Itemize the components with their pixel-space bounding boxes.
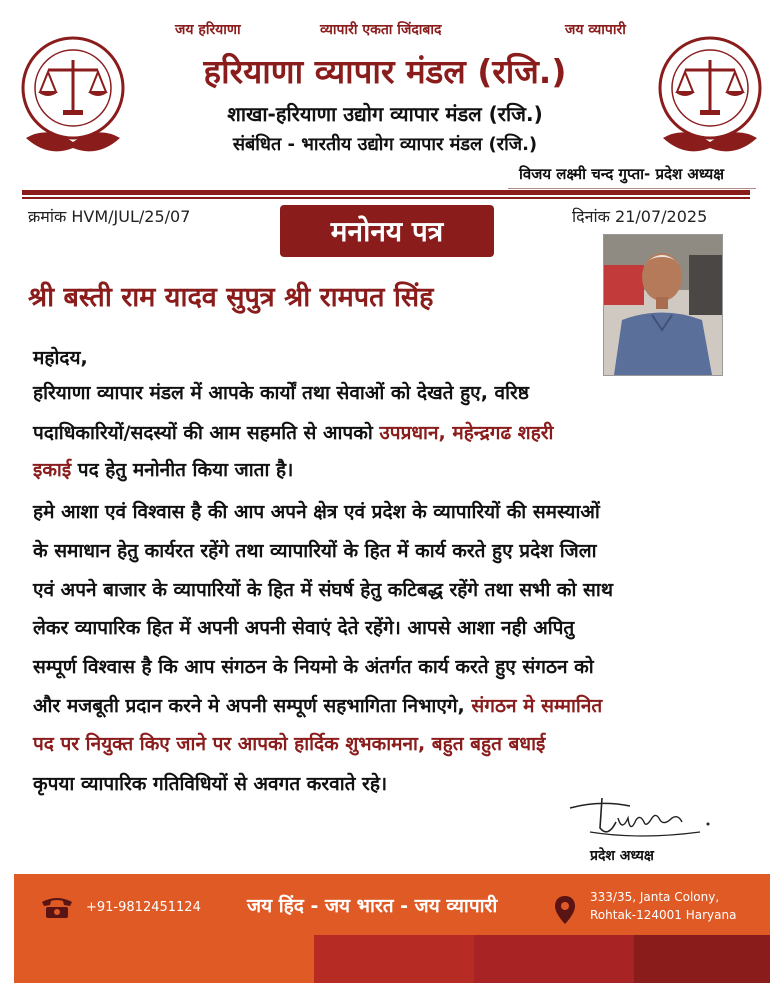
organization-title: हरियाणा व्यापार मंडल (रजि.) bbox=[203, 52, 567, 91]
scales-of-justice-icon bbox=[655, 30, 765, 160]
footer-stripe bbox=[314, 935, 474, 983]
letter-text: और मजबूती प्रदान करने मे अपनी सम्पूर्ण सहभागिता निभाएगे, bbox=[33, 695, 472, 717]
header-tag-right: जय व्यापारी bbox=[565, 22, 626, 38]
letter-line bbox=[33, 692, 602, 718]
letter-line: हरियाणा व्यापार मंडल में आपके कार्यों तथा सेवाओं को देखते हुए, वरिष्ठ bbox=[33, 382, 529, 404]
signature-image bbox=[560, 788, 720, 848]
document-type-badge: मनोनय पत्र bbox=[280, 205, 494, 257]
header-divider bbox=[22, 190, 750, 195]
congratulation-highlight: संगठन मे सम्मानित bbox=[471, 695, 603, 717]
president-name: विजय लक्ष्मी चन्द गुप्ता- प्रदेश अध्यक्ष bbox=[519, 165, 724, 183]
affiliation-line: संबंधित - भारतीय उद्योग व्यापार मंडल (रजि.) bbox=[232, 134, 538, 155]
letter-line: हमे आशा एवं विश्वास है की आप अपने क्षेत्र एवं प्रदेश के व्यापारियों की समस्याओं bbox=[33, 501, 600, 523]
designation-highlight: उपप्रधान, महेन्द्रगढ शहरी bbox=[379, 422, 554, 444]
header-divider-thin bbox=[22, 197, 750, 199]
letter-line bbox=[33, 456, 293, 482]
recipient-name: श्री बस्ती राम यादव सुपुत्र श्री रामपत सिंह bbox=[28, 282, 434, 313]
location-pin-icon bbox=[553, 894, 577, 926]
letter-line: कृपया व्यापारिक गतिविधियों से अवगत करवाते रहे। bbox=[33, 773, 388, 795]
footer-stripe bbox=[474, 935, 634, 983]
letter-text: पद हेतु मनोनीत किया जाता है। bbox=[71, 459, 294, 481]
header-tag-center: व्यापारी एकता जिंदाबाद bbox=[320, 22, 442, 38]
letter-line bbox=[33, 419, 553, 445]
footer-stripe bbox=[634, 935, 770, 983]
footer-stripe bbox=[14, 935, 314, 983]
congratulation-line: पद पर नियुक्त किए जाने पर आपको हार्दिक शुभकामना, बहुत बहुत बधाई bbox=[33, 733, 546, 755]
signature-label: प्रदेश अध्यक्ष bbox=[590, 848, 654, 864]
branch-line: शाखा-हरियाणा उद्योग व्यापार मंडल (रजि.) bbox=[227, 102, 543, 126]
letter-line: एवं अपने बाजार के व्यापारियों के हित में संघर्ष हेतु कटिबद्ध रहेंगे तथा सभी को साथ bbox=[33, 579, 613, 601]
salutation: महोदय, bbox=[33, 347, 88, 369]
document-date: दिनांक 21/07/2025 bbox=[572, 207, 708, 226]
letter-text: पदाधिकारियों/सदस्यों की आम सहमति से आपको bbox=[33, 422, 380, 444]
header-tag-left: जय हरियाणा bbox=[175, 22, 241, 38]
footer-phone: +91-9812451124 bbox=[86, 900, 201, 915]
scales-of-justice-icon bbox=[18, 30, 128, 160]
letter-line: के समाधान हेतु कार्यरत रहेंगे तथा व्यापारियों के हित में कार्य करते हुए प्रदेश जिला bbox=[33, 540, 597, 562]
footer-address-line2: Rohtak-124001 Haryana bbox=[590, 908, 737, 922]
phone-icon bbox=[40, 894, 74, 920]
divider bbox=[508, 188, 756, 189]
footer-address-line1: 333/35, Janta Colony, bbox=[590, 890, 720, 904]
footer-slogan: जय हिंद - जय भारत - जय व्यापारी bbox=[247, 895, 498, 917]
designation-highlight: इकाई bbox=[33, 459, 72, 481]
reference-number: क्रमांक HVM/JUL/25/07 bbox=[28, 207, 191, 226]
letter-line: लेकर व्यापारिक हित में अपनी अपनी सेवाएं देते रहेंगे। आपसे आशा नही अपितु bbox=[33, 617, 575, 639]
recipient-photo bbox=[603, 234, 723, 376]
letter-line: सम्पूर्ण विश्वास है कि आप संगठन के नियमो के अंतर्गत कार्य करते हुए संगठन को bbox=[33, 656, 594, 678]
